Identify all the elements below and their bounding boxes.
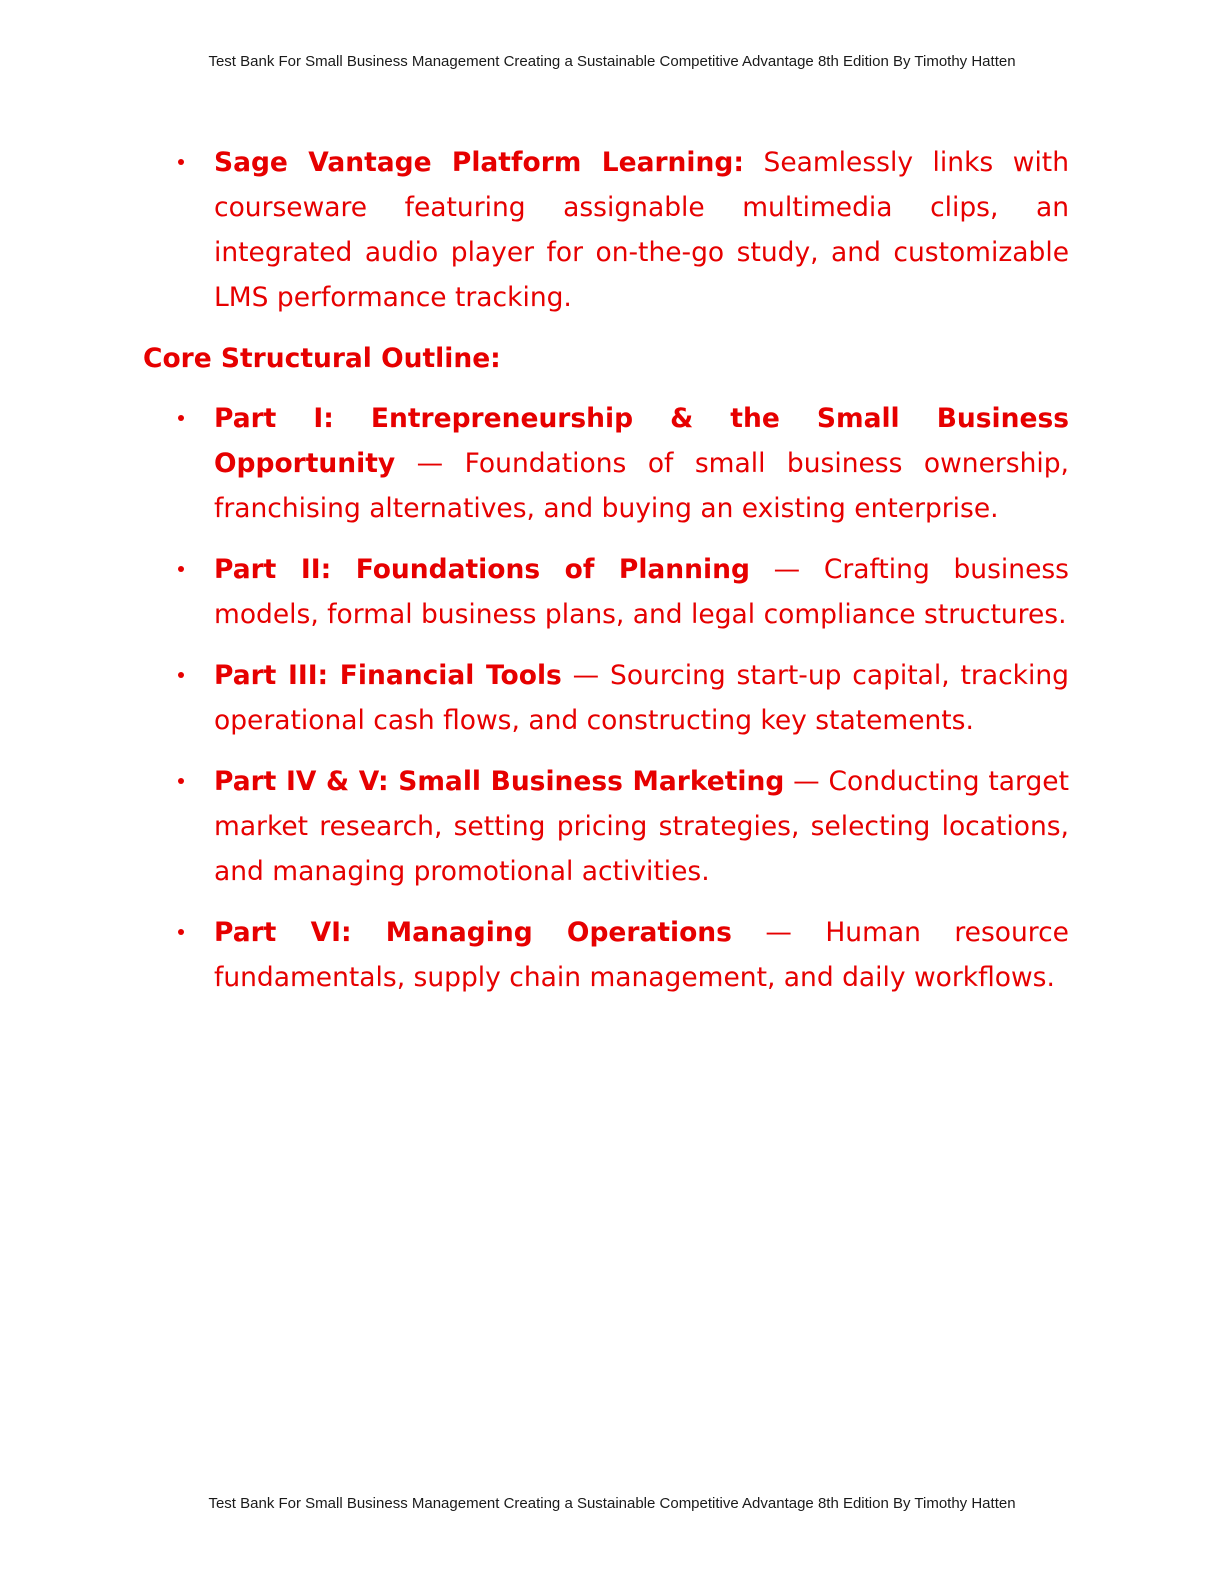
bullet-text: — Human resource fundamentals, supply chain management, and daily workflows. xyxy=(214,917,1069,993)
bullet-text: — Crafting business models, formal business plans, and legal compliance structures. xyxy=(214,554,1069,630)
list-item xyxy=(143,547,1069,637)
list-item xyxy=(143,140,1069,320)
outline-bullet-list xyxy=(143,396,1069,1000)
running-header: Test Bank For Small Business Management Creating a Sustainable Competitive Advantage 8th Edition By Timothy Hatten xyxy=(208,53,1016,70)
bullet-lead: Part I: Entrepreneurship & the Small Business Opportunity xyxy=(214,403,1069,479)
bullet-text: Seamlessly links with courseware featuring assignable multimedia clips, an integrated audio player for on-the-go study, and customizable LMS performance tracking. xyxy=(214,147,1069,313)
bullet-lead: Part III: Financial Tools xyxy=(214,660,562,691)
page-content xyxy=(143,140,1069,1016)
list-item xyxy=(143,910,1069,1000)
list-item xyxy=(143,396,1069,531)
bullet-lead: Part IV & V: Small Business Marketing xyxy=(214,766,785,797)
bullet-text: — Sourcing start-up capital, tracking operational cash flows, and constructing key statements. xyxy=(214,660,1069,736)
bullet-icon xyxy=(178,672,184,678)
bullet-text: — Foundations of small business ownership, franchising alternatives, and buying an existing enterprise. xyxy=(214,448,1069,524)
bullet-icon xyxy=(178,159,184,165)
bullet-text: — Conducting target market research, setting pricing strategies, selecting locations, and managing promotional activities. xyxy=(214,766,1069,887)
list-item xyxy=(143,759,1069,894)
bullet-lead: Part II: Foundations of Planning xyxy=(214,554,750,585)
running-footer: Test Bank For Small Business Management Creating a Sustainable Competitive Advantage 8th Edition By Timothy Hatten xyxy=(208,1495,1016,1512)
bullet-icon xyxy=(178,566,184,572)
bullet-lead: Part VI: Managing Operations xyxy=(214,917,732,948)
intro-bullet-list xyxy=(143,140,1069,320)
list-item xyxy=(143,653,1069,743)
bullet-icon xyxy=(178,778,184,784)
bullet-icon xyxy=(178,929,184,935)
section-heading: Core Structural Outline: xyxy=(143,343,501,374)
bullet-icon xyxy=(178,415,184,421)
bullet-lead: Sage Vantage Platform Learning: xyxy=(214,147,744,178)
